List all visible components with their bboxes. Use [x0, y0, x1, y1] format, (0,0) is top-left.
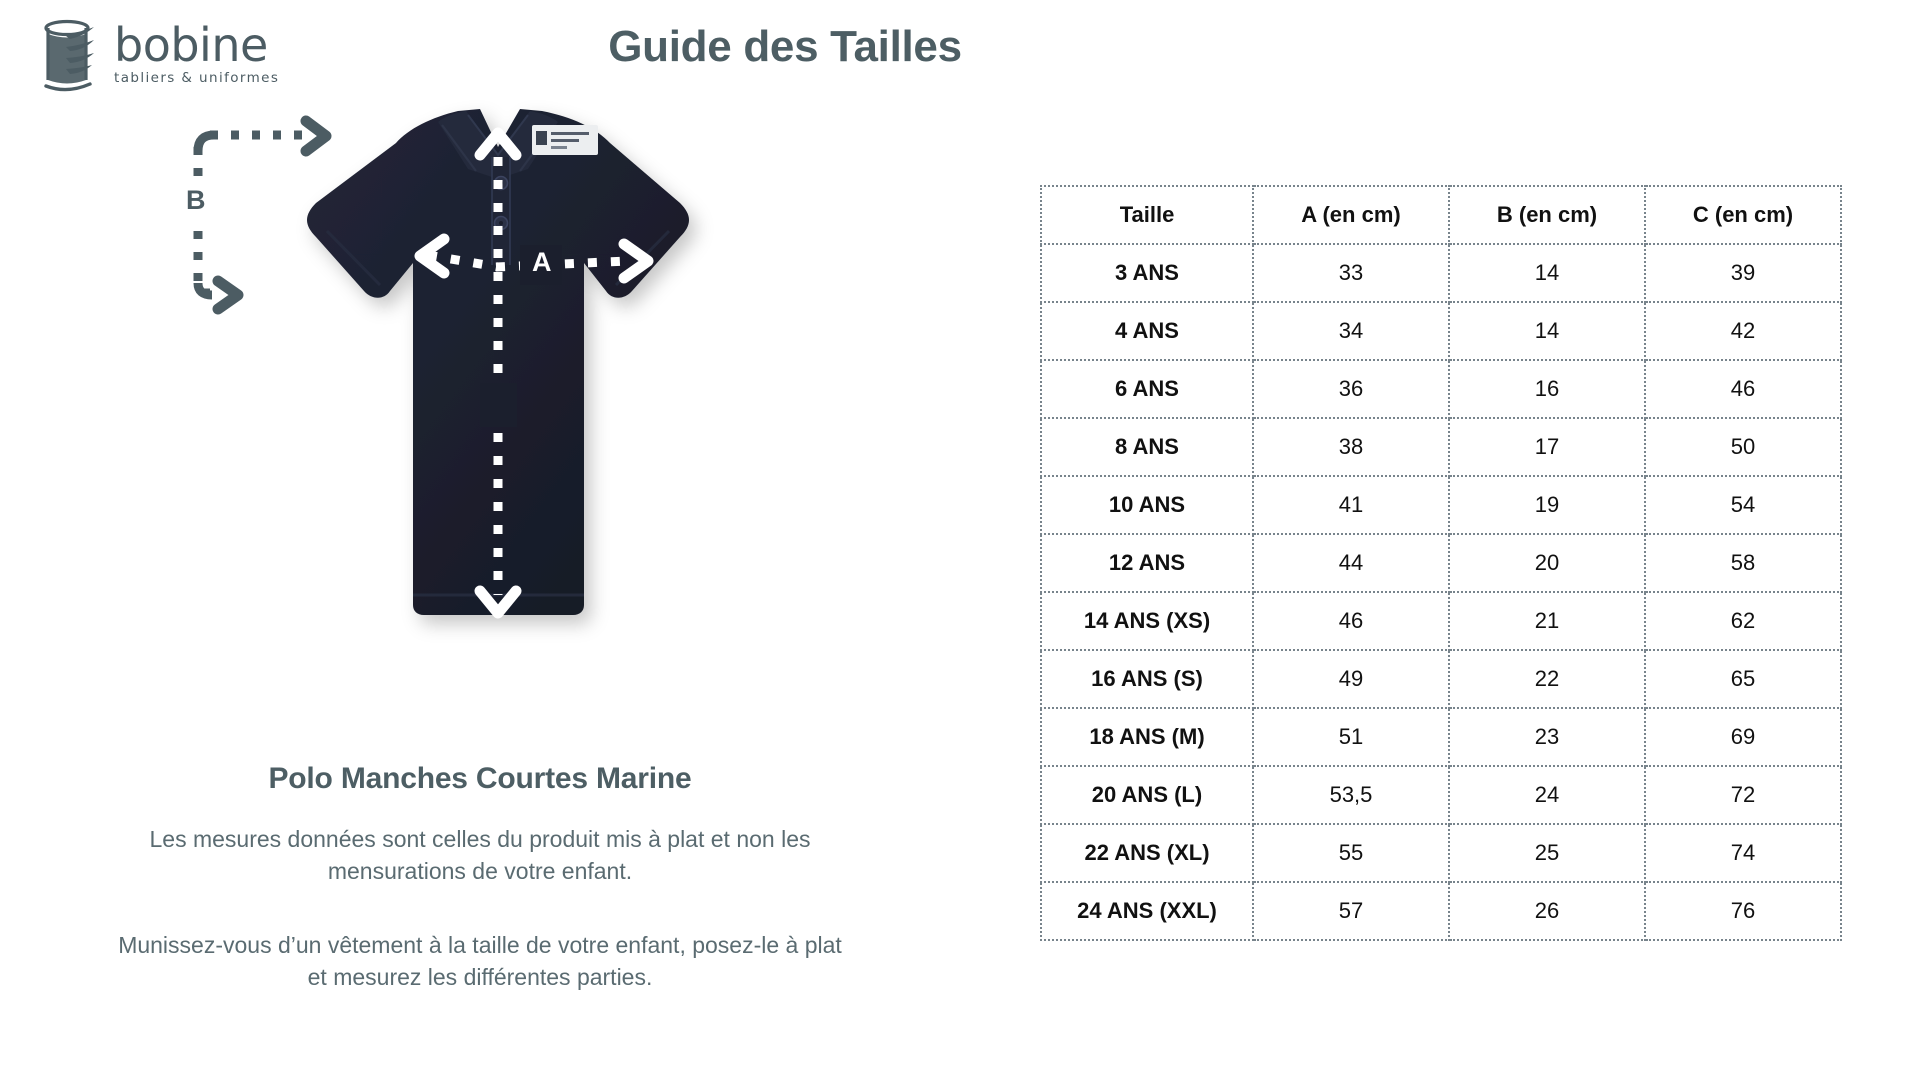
spool-icon: [40, 16, 102, 96]
measurement-cell: 39: [1645, 244, 1841, 302]
measurement-cell: 14: [1449, 302, 1645, 360]
measurement-cell: 55: [1253, 824, 1449, 882]
measurement-cell: 16: [1449, 360, 1645, 418]
size-label-cell: 3 ANS: [1041, 244, 1253, 302]
table-row: [1041, 534, 1841, 592]
measurement-cell: 51: [1253, 708, 1449, 766]
table-row: [1041, 650, 1841, 708]
brand-name: bobine: [114, 18, 268, 72]
table-row: [1041, 824, 1841, 882]
table-row: [1041, 592, 1841, 650]
size-label-cell: 16 ANS (S): [1041, 650, 1253, 708]
size-label-cell: 8 ANS: [1041, 418, 1253, 476]
table-row: [1041, 418, 1841, 476]
measurement-cell: 34: [1253, 302, 1449, 360]
measurement-cell: 21: [1449, 592, 1645, 650]
brand-logo[interactable]: [40, 16, 279, 96]
measurement-cell: 36: [1253, 360, 1449, 418]
measurement-cell: 46: [1645, 360, 1841, 418]
product-name: Polo Manches Courtes Marine: [268, 762, 692, 795]
table-row: [1041, 708, 1841, 766]
size-label-cell: 24 ANS (XXL): [1041, 882, 1253, 940]
measurement-cell: 26: [1449, 882, 1645, 940]
table-row: [1041, 766, 1841, 824]
table-row: [1041, 302, 1841, 360]
measurement-cell: 20: [1449, 534, 1645, 592]
measurement-cell: 62: [1645, 592, 1841, 650]
measurement-cell: 69: [1645, 708, 1841, 766]
brand-tagline: tabliers & uniformes: [114, 70, 280, 86]
measurement-cell: 50: [1645, 418, 1841, 476]
size-label-cell: 14 ANS (XS): [1041, 592, 1253, 650]
measurement-cell: 17: [1449, 418, 1645, 476]
column-header-a: A (en cm): [1253, 186, 1449, 244]
size-label-cell: 20 ANS (L): [1041, 766, 1253, 824]
polo-shirt-image: [180, 95, 800, 745]
measurement-cell: 58: [1645, 534, 1841, 592]
page-title: [0, 18, 1920, 72]
measurement-cell: 19: [1449, 476, 1645, 534]
measurement-cell: 54: [1645, 476, 1841, 534]
measurement-cell: 24: [1449, 766, 1645, 824]
table-body: [1041, 244, 1841, 940]
measurement-cell: 57: [1253, 882, 1449, 940]
measure-label-b: B: [186, 185, 206, 215]
measurement-cell: 53,5: [1253, 766, 1449, 824]
measurement-cell: 41: [1253, 476, 1449, 534]
measurement-cell: 65: [1645, 650, 1841, 708]
measurement-cell: 33: [1253, 244, 1449, 302]
description-paragraph-1: Les mesures données sont celles du produit mis à plat et non les mensurations de votre enfant.: [149, 826, 811, 884]
size-table: [1040, 185, 1842, 941]
page-title-text: Guide des Tailles: [608, 22, 962, 71]
measurement-cell: 14: [1449, 244, 1645, 302]
neck-label: [532, 125, 598, 155]
measurement-cell: 76: [1645, 882, 1841, 940]
size-label-cell: 4 ANS: [1041, 302, 1253, 360]
size-label-cell: 12 ANS: [1041, 534, 1253, 592]
measure-label-a: A: [532, 247, 552, 277]
measurement-cell: 49: [1253, 650, 1449, 708]
description-paragraph-2: Munissez-vous d’un vêtement à la taille de votre enfant, posez-le à plat et mesurez les différentes parties.: [118, 932, 842, 990]
column-header-c: C (en cm): [1645, 186, 1841, 244]
measurement-cell: 22: [1449, 650, 1645, 708]
size-label-cell: 6 ANS: [1041, 360, 1253, 418]
measurement-cell: 25: [1449, 824, 1645, 882]
size-label-cell: 18 ANS (M): [1041, 708, 1253, 766]
size-table-wrapper: [1040, 185, 1840, 941]
table-row: [1041, 882, 1841, 940]
table-header-row: [1041, 186, 1841, 244]
table-row: [1041, 244, 1841, 302]
shirt-stage: [180, 95, 800, 745]
measurement-cell: 44: [1253, 534, 1449, 592]
measurement-cell: 23: [1449, 708, 1645, 766]
size-label-cell: 22 ANS (XL): [1041, 824, 1253, 882]
table-row: [1041, 360, 1841, 418]
column-header-b: B (en cm): [1449, 186, 1645, 244]
measurement-cell: 74: [1645, 824, 1841, 882]
garment-illustration-panel: [0, 95, 960, 775]
measurement-cell: 46: [1253, 592, 1449, 650]
measure-label-c: C: [350, 377, 370, 407]
measurement-cell: 42: [1645, 302, 1841, 360]
table-row: [1041, 476, 1841, 534]
measurement-cell: 38: [1253, 418, 1449, 476]
size-label-cell: 10 ANS: [1041, 476, 1253, 534]
column-header-taille: Taille: [1041, 186, 1253, 244]
measurement-cell: 72: [1645, 766, 1841, 824]
